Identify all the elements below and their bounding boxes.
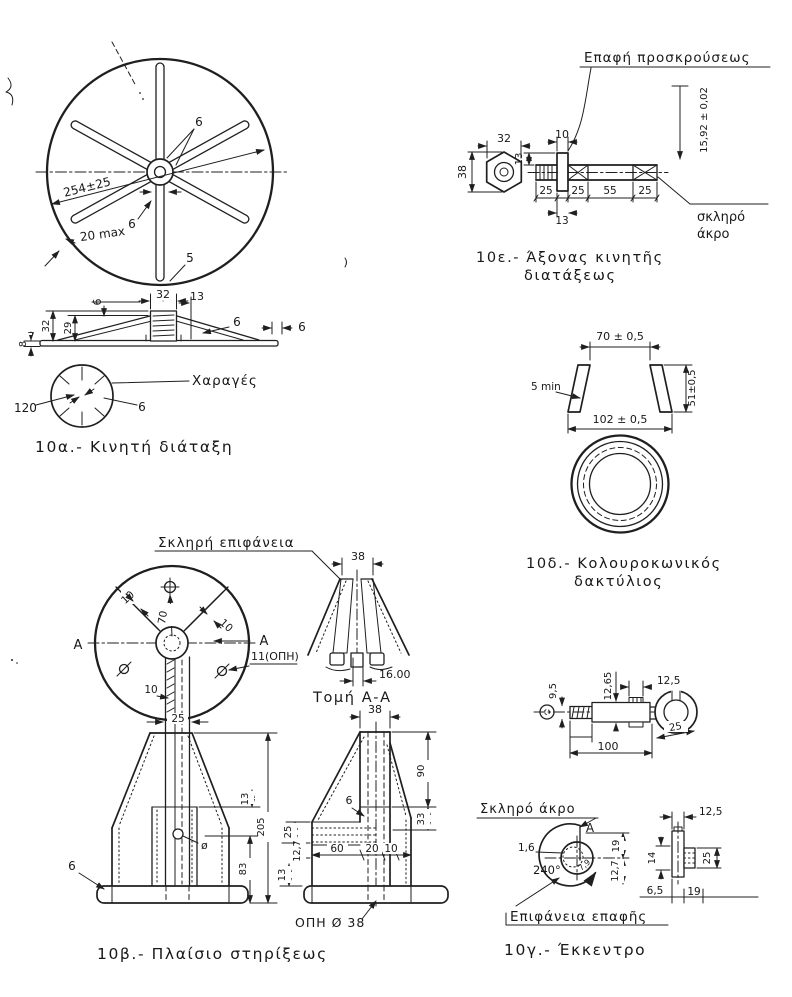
dim-sec-1600: 16.00: [379, 668, 411, 681]
dim-plate-8: 8: [18, 340, 29, 348]
dim-cam-127: 12,7: [610, 860, 621, 882]
dim-side-33: 33: [416, 812, 427, 826]
hole-11-label: 11(ΟΠΗ): [251, 650, 299, 663]
dim-side-60: 60: [330, 843, 344, 855]
fig10a-side-view: [18, 288, 306, 356]
dim-body-1265: 12,65: [603, 671, 614, 701]
dim-camside-25: 25: [702, 851, 713, 865]
fig10e-caption-2: διατάξεως: [524, 268, 617, 284]
dim-frame-6: 6: [68, 859, 76, 873]
section-aa-caption: Τομή Α-Α: [313, 690, 392, 706]
dim-25a: 25: [539, 185, 553, 197]
dim-diameter: 254±25: [61, 174, 113, 200]
section-a-right: A: [259, 634, 269, 649]
fig10b-section-aa: [308, 550, 411, 706]
dim-side-20: 20: [365, 843, 379, 855]
dim-side-38: 38: [368, 703, 382, 716]
dim-cam-79: 7,9: [576, 857, 593, 873]
fig10c-eccentric: [477, 672, 758, 959]
fig10b-front-frame: [68, 733, 277, 903]
dim-col-10: 10: [144, 684, 158, 696]
dim-boss-width: 32: [156, 288, 170, 301]
dim-boss-29: 29: [63, 321, 74, 335]
dim-len-100: 100: [597, 740, 619, 753]
dim-frame-13: 13: [240, 792, 251, 806]
dim-cone-height: 51±0,5: [687, 369, 698, 407]
fig10c-cam-side-view: [640, 806, 758, 903]
dim-spoke-thickness: 6: [195, 115, 203, 129]
dim-camside-125: 12,5: [699, 806, 723, 818]
dim-bore-25: 25: [668, 721, 683, 735]
base-hole-label: ΟΠΗ Ø 38: [295, 915, 366, 930]
dim-score-angle: 120: [14, 401, 37, 415]
dim-gusset-thickness: 6: [91, 298, 104, 306]
dim-hub-gap: 6: [128, 217, 136, 231]
dim-radial-1592: 15,92 ± 0,02: [699, 87, 710, 153]
dim-rod-95: 9,5: [548, 683, 559, 699]
dim-flange-13: 13: [514, 152, 525, 166]
dim-cam-240: 240°: [533, 863, 561, 877]
fig10c-cam-view: [477, 802, 668, 925]
fig10a-movable-arrangement: [14, 59, 306, 456]
fig10e-caption-1: 10ε.- Άξονας κινητῆς: [476, 250, 664, 266]
dim-side-6: 6: [345, 794, 353, 807]
fig10d-caption-1: 10δ.- Κολουροκωνικός: [526, 556, 722, 572]
dim-hex-af: 32: [497, 132, 511, 145]
cam-hard-end-label: Σκληρό άκρο: [480, 802, 576, 817]
dim-25b: 25: [571, 185, 585, 197]
fig10e-driving-axle: [456, 50, 770, 284]
dim-cone-wall: 5 min: [531, 381, 561, 393]
phi-label: ø: [201, 839, 208, 852]
dim-key-125: 12,5: [657, 675, 681, 687]
fig10a-scores-detail: [14, 365, 258, 427]
dim-frame-205: 205: [256, 817, 267, 837]
dim-radius-70: 70: [155, 609, 171, 626]
dim-frame-83: 83: [238, 862, 249, 876]
dim-55: 55: [603, 185, 617, 197]
dim-spoke-tip: 5: [186, 251, 194, 265]
fig10a-caption: 10α.- Κινητή διάταξη: [35, 438, 234, 456]
dim-side-13: 13: [277, 868, 288, 882]
fig10d-caption-2: δακτύλιος: [574, 574, 664, 590]
hard-surface-label: Σκληρή επιφάνεια: [158, 535, 295, 551]
fig10c-shaft-view: [534, 672, 697, 758]
dim-cam-16: 1,6: [518, 842, 535, 854]
dim-camside-19: 19: [687, 886, 701, 898]
fig10b-caption: 10β.- Πλαίσιο στηρίξεως: [97, 945, 328, 963]
scan-artifacts: [6, 42, 347, 664]
scores-label: Χαραγές: [192, 373, 258, 389]
section-a-left: A: [73, 638, 83, 653]
dim-plate-end: 6: [298, 320, 306, 334]
dim-boss-32: 32: [41, 319, 52, 333]
dim-side-25: 25: [283, 825, 294, 839]
dim-neck-10: 10: [555, 128, 569, 141]
dim-camside-65: 6,5: [646, 885, 664, 897]
fig10c-caption: 10γ.- Έκκεντρο: [504, 941, 647, 959]
dim-camside-14: 14: [647, 851, 658, 865]
dim-cone-bottom: 102 ± 0,5: [592, 413, 648, 426]
dim-side-10: 10: [384, 843, 398, 855]
dim-score-width: 6: [138, 400, 146, 414]
impact-contact-label: Επαφή προσκρούσεως: [584, 50, 751, 66]
dim-spoke-left-10: 10: [119, 588, 137, 607]
dim-side-90: 90: [416, 764, 427, 778]
dim-cone-top: 70 ± 0,5: [596, 330, 644, 343]
dim-hex-h: 38: [456, 165, 469, 179]
dim-boss-flange: 13: [190, 290, 204, 303]
cam-point-a: A: [585, 821, 595, 835]
dim-rim-max: 20 max: [79, 223, 126, 245]
fig10b-side-frame: [277, 703, 448, 930]
hard-end-label-2: άκρο: [697, 227, 730, 242]
dim-gusset-leader: 6: [233, 315, 241, 329]
fig10b-support-frame: [68, 535, 448, 963]
dim-sec-38: 38: [351, 550, 365, 563]
dim-cam-19: 19: [611, 839, 622, 853]
dim-col-25: 25: [171, 713, 185, 725]
contact-surface-label: Επιφάνεια επαφῆς: [510, 909, 648, 925]
fig10a-wheel-front-view: [36, 59, 288, 285]
dim-13b: 13: [555, 215, 569, 227]
dim-spoke-right-10: 10: [217, 616, 235, 635]
hard-end-label-1: σκληρό: [697, 210, 746, 225]
fig10d-conical-ring: [526, 330, 722, 590]
dim-side-127: 12,7: [292, 840, 303, 862]
dim-25c: 25: [638, 185, 652, 197]
